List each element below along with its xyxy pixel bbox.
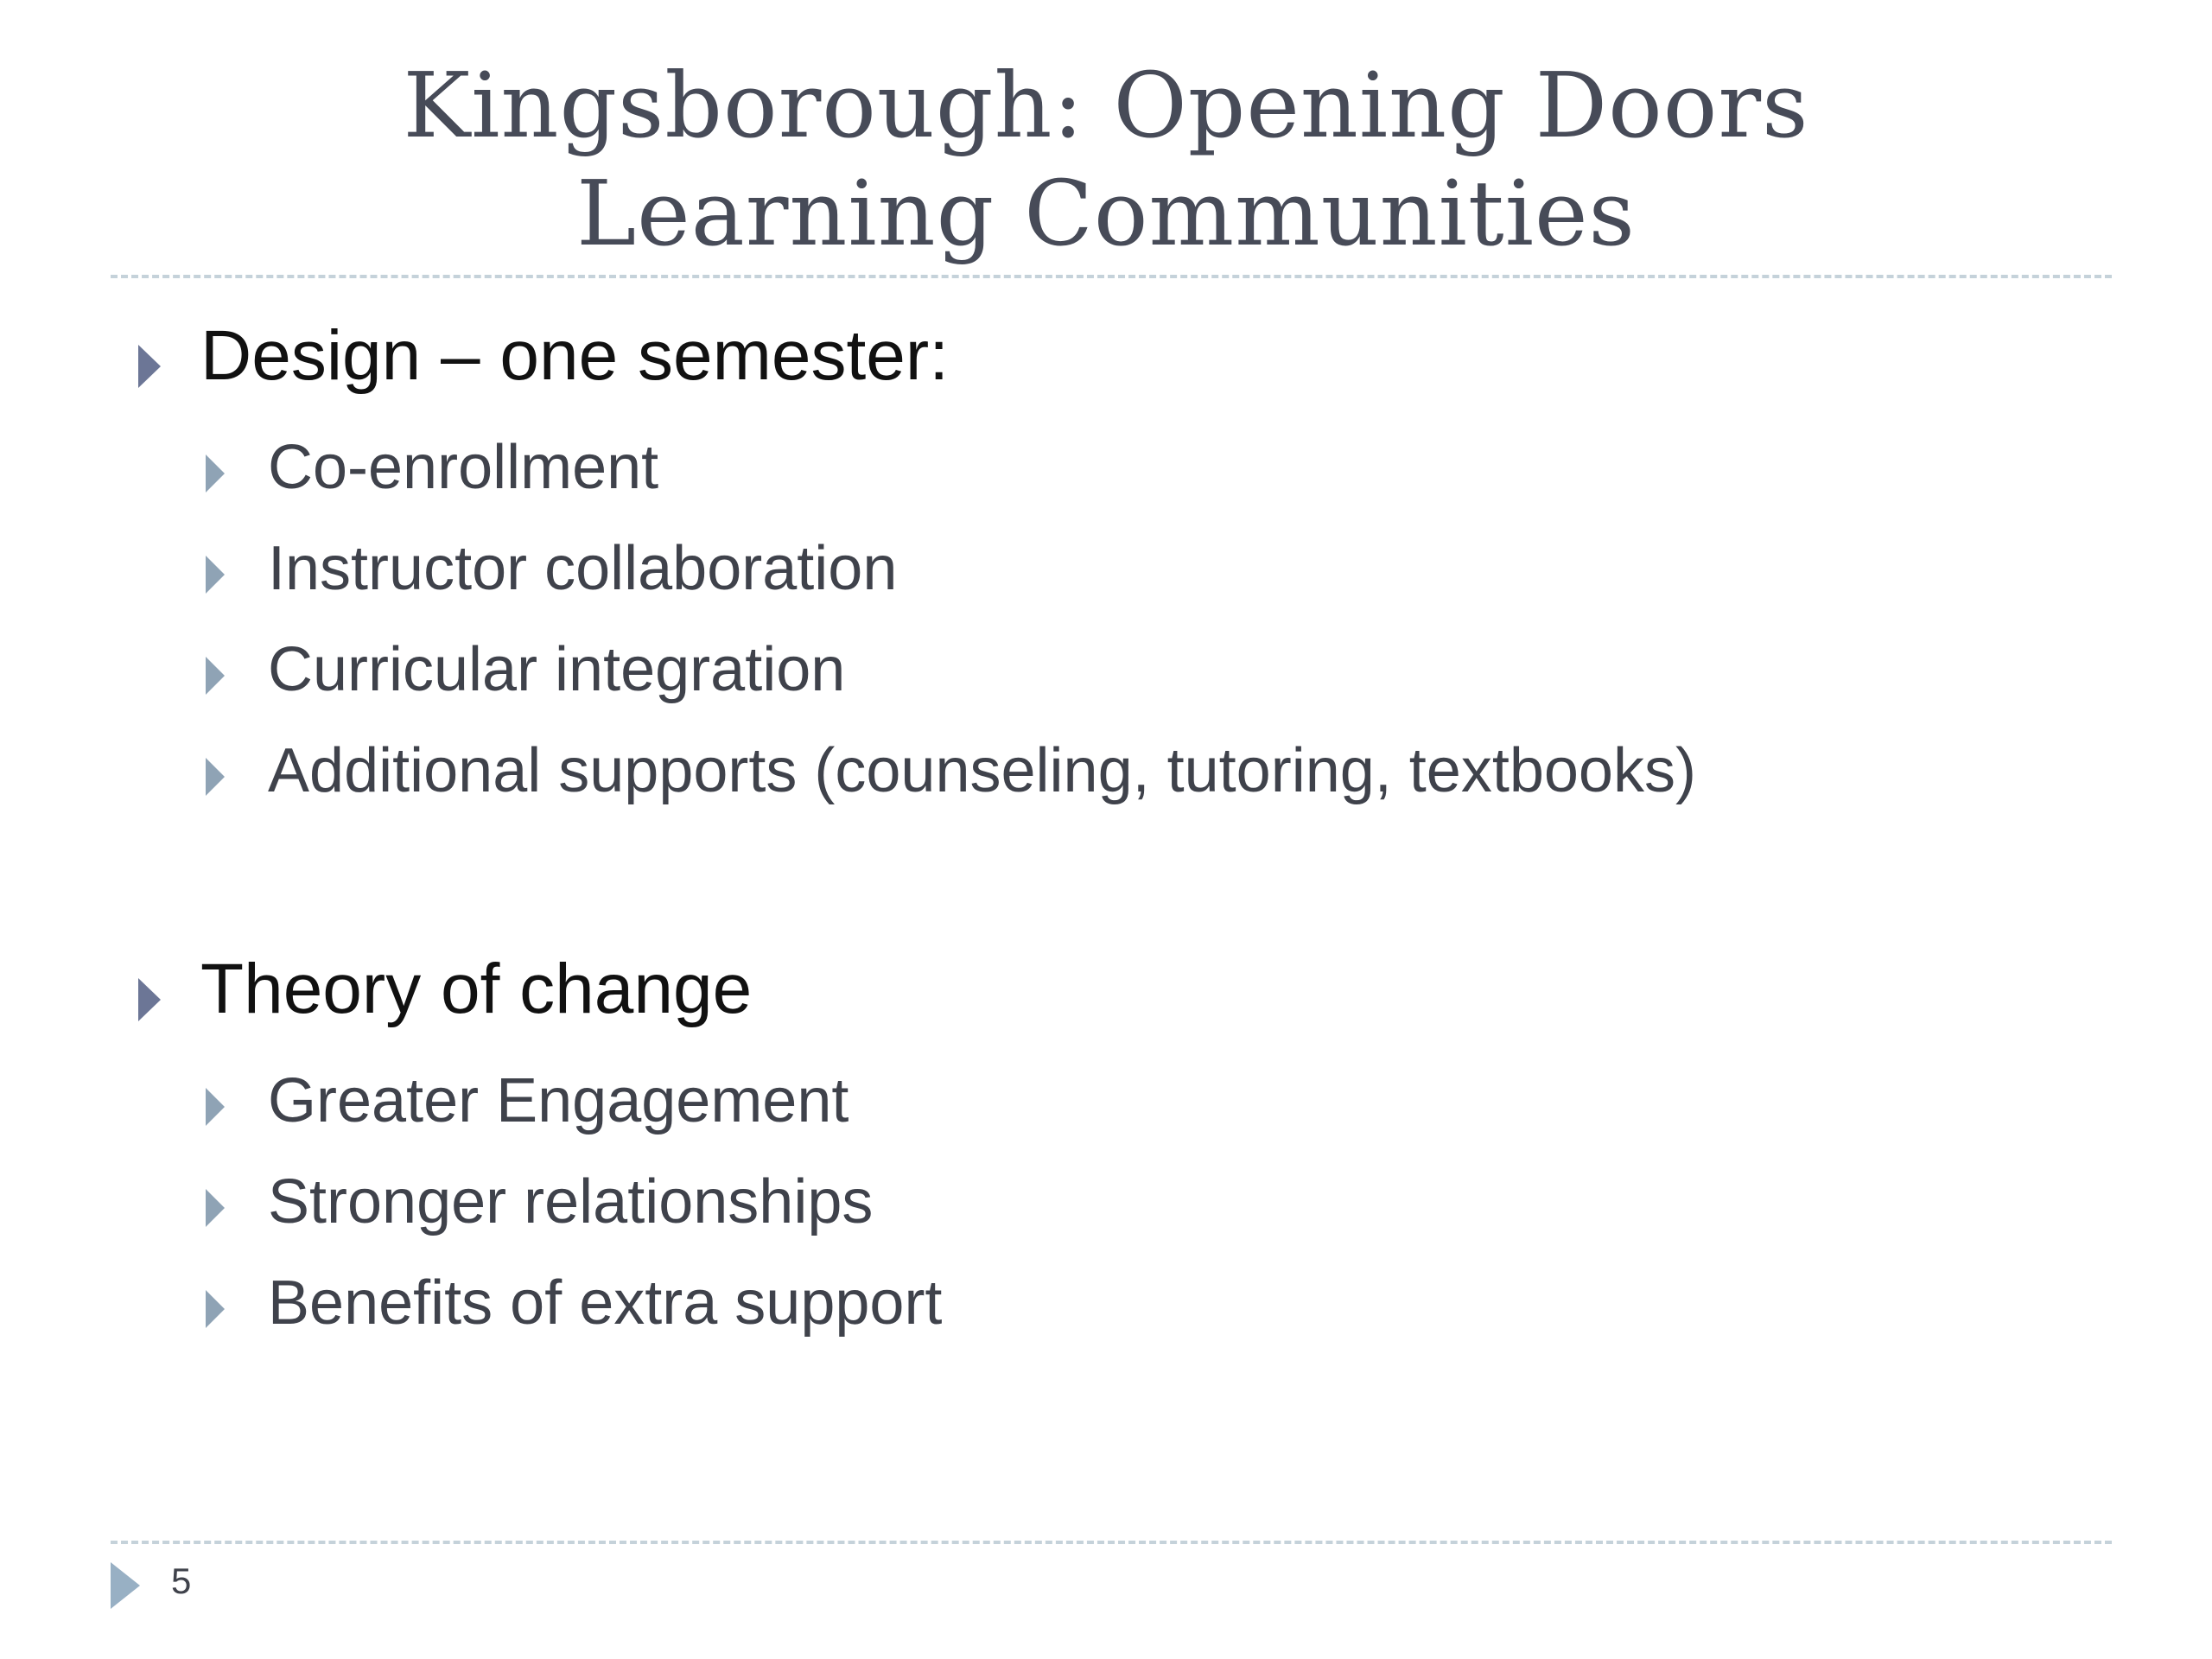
section-heading-text: Theory of change: [200, 950, 753, 1028]
bullet-triangle-icon: [206, 454, 225, 493]
bullet-triangle-icon: [206, 1088, 225, 1126]
bullet-triangle-icon: [138, 345, 161, 388]
bullet-triangle-icon: [206, 758, 225, 796]
bullet-triangle-icon: [206, 1189, 225, 1227]
list-item-text: Greater Engagement: [268, 1066, 849, 1135]
section-heading-text: Design – one semester:: [200, 316, 950, 395]
list-item-text: Benefits of extra support: [268, 1268, 943, 1338]
bullet-triangle-icon: [138, 978, 161, 1021]
list-item-text: Instructor collaboration: [268, 534, 898, 603]
list-item-text: Stronger relationships: [268, 1167, 874, 1236]
bullet-triangle-icon: [206, 556, 225, 594]
title-line-1: Kingsborough: Opening Doors: [403, 53, 1809, 158]
title-line-2: Learning Communities: [576, 161, 1636, 266]
bullet-triangle-icon: [206, 1290, 225, 1328]
list-item-text: Curricular integration: [268, 635, 846, 704]
footer-triangle-icon: [111, 1562, 140, 1609]
footer-divider: [111, 1541, 2112, 1544]
bullet-triangle-icon: [206, 657, 225, 695]
list-item-text: Co-enrollment: [268, 433, 659, 502]
page-number: 5: [171, 1560, 192, 1601]
list-item-text: Additional supports (counseling, tutoring, textbooks): [268, 736, 1696, 805]
